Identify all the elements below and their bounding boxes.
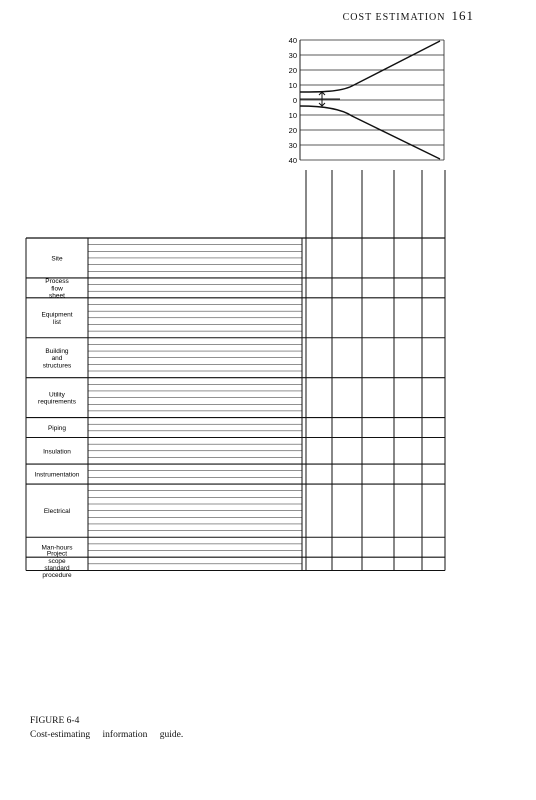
page-number: 161 bbox=[451, 8, 474, 23]
group-label bbox=[43, 448, 71, 455]
group-label-word: standard bbox=[44, 564, 70, 572]
group-label-word: Building bbox=[45, 348, 69, 355]
upper-error-curve bbox=[300, 41, 440, 92]
group-label-word: Site bbox=[51, 255, 63, 263]
lower-error-curve bbox=[300, 106, 440, 159]
group-label-word: flow bbox=[51, 285, 63, 293]
group-label bbox=[51, 255, 63, 262]
running-title: COST ESTIMATION bbox=[342, 12, 446, 23]
group-label-word: Equipment bbox=[41, 311, 73, 319]
group-label-word: Instrumentation bbox=[34, 471, 80, 479]
y-tick-label: 40 bbox=[288, 36, 297, 45]
y-tick-label: 20 bbox=[288, 66, 297, 75]
information-table bbox=[26, 170, 445, 579]
group-label bbox=[38, 392, 77, 406]
group-label bbox=[41, 312, 72, 326]
group-label-word: scope bbox=[48, 557, 66, 565]
group-label-word: structures bbox=[42, 362, 72, 370]
y-tick-label: 30 bbox=[288, 141, 297, 150]
group-label-word: Insulation bbox=[43, 448, 71, 456]
y-tick-label: 0 bbox=[292, 96, 297, 105]
group-label bbox=[35, 472, 80, 479]
figure-caption: Cost-estimating information guide. bbox=[30, 730, 184, 740]
figure-number: FIGURE 6-4 bbox=[30, 716, 80, 726]
y-tick-label: 10 bbox=[288, 81, 297, 90]
y-tick-label: 30 bbox=[288, 51, 297, 60]
group-label-word: requirements bbox=[38, 398, 76, 406]
error-range-chart bbox=[289, 36, 444, 165]
group-label-word: sheet bbox=[49, 292, 65, 300]
group-label-word: Utility bbox=[49, 391, 65, 399]
group-label-word: Man-hours bbox=[41, 544, 73, 552]
group-label-word: and bbox=[51, 355, 63, 363]
group-label bbox=[42, 551, 72, 580]
group-label-word: procedure bbox=[42, 572, 72, 580]
group-label-word: Electrical bbox=[43, 508, 71, 516]
y-tick-label: 10 bbox=[288, 111, 297, 120]
group-label bbox=[45, 278, 69, 299]
group-label bbox=[44, 508, 71, 515]
group-label-word: Project bbox=[46, 550, 68, 558]
group-label bbox=[43, 348, 72, 369]
group-label-word: list bbox=[53, 318, 61, 326]
group-label-word: Piping bbox=[47, 425, 67, 433]
group-label bbox=[48, 425, 66, 432]
y-tick-label: 20 bbox=[288, 126, 297, 135]
y-tick-label: 40 bbox=[288, 156, 297, 165]
group-label-word: Process bbox=[45, 278, 69, 286]
